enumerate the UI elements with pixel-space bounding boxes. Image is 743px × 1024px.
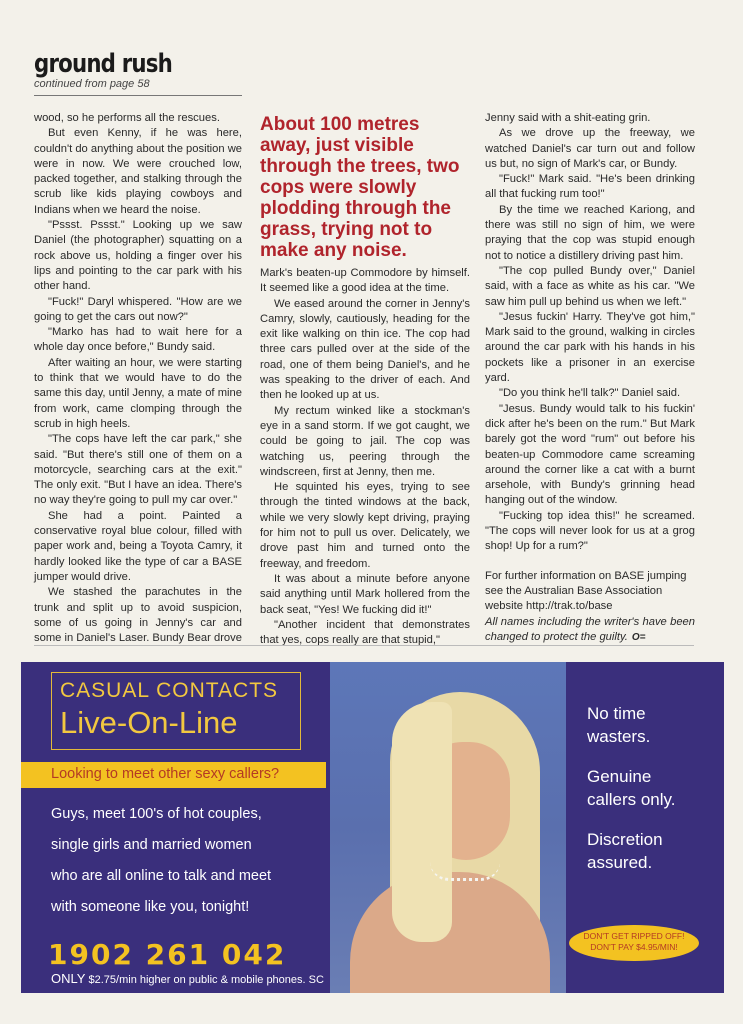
paragraph: Jenny said with a shit-eating grin. <box>485 112 651 124</box>
necklace-shape <box>430 862 500 881</box>
ad-price-detail: $2.75/min higher on public & mobile phones. SC <box>88 974 324 986</box>
paragraph: It was about a minute before anyone said anything until Mark hollered from the back seat, "Yes! We fucking did it!" <box>260 572 470 616</box>
paragraph: "The cop pulled Bundy over," Daniel said, with a face as white as his car. "We saw him pull up behind us when we left." <box>485 264 695 308</box>
ad-right-panel <box>587 702 697 891</box>
article-column-2 <box>260 266 470 648</box>
ad-badge-line: DON'T PAY $4.95/MIN! <box>590 942 678 952</box>
article-column-3 <box>485 111 695 645</box>
page-divider <box>34 645 694 646</box>
ad-photo <box>330 662 566 993</box>
header-divider <box>34 95 242 96</box>
pull-quote: About 100 metres away, just visible through the trees, two cops were slowly plodding through the grass, trying not to make any noise. <box>260 114 460 261</box>
paragraph: "Jesus. Bundy would talk to his fuckin' dick after he's been on the rum." But Mark barely got the word "rum" out before his beaten-up Commodore came screaming around the corner like a cat with a burnt arsehole, with Bundy's grinning head hanging out of the window. <box>485 402 695 507</box>
disclaimer-label: All names including the writer's have been changed to protect the guilty. <box>485 615 695 643</box>
ad-banner <box>21 762 326 788</box>
paragraph: "Fuck!" Mark said. "He's been drinking all that fucking rum too!" <box>485 173 695 201</box>
paragraph: "Fucking top idea this!" he screamed. "The cops will never look for us at a grog shop! Up for a rum?" <box>485 509 695 553</box>
disclaimer-text <box>485 615 695 646</box>
end-mark-icon: O= <box>631 631 646 643</box>
ad-banner-text: Looking to meet other sexy callers? <box>51 766 280 782</box>
paragraph: She had a point. Painted a conservative royal blue colour, filled with paper work and, being a Toyota Camry, it hardly looked like the type of car a BASE jumper would drive. <box>34 509 242 583</box>
ad-right-line: No time wasters. <box>587 704 651 746</box>
paragraph: As we drove up the freeway, we watched Daniel's car turn out and follow us but, no sign of Mark's car, or Bundy. <box>485 127 695 170</box>
section-header <box>34 50 202 90</box>
ad-body-line: single girls and married women <box>51 837 252 853</box>
paragraph: "Pssst. Pssst." Looking up we saw Daniel (the photographer) squatting on a rock above us, holding a finger over his lips and pointing to the car park with his other hand. <box>34 219 242 293</box>
ad-badge <box>569 925 699 961</box>
paragraph: He squinted his eyes, trying to see through the tinted windows at the back, while we very slowly kept driving, praying for him not to pull us over. Delicately, we drove past him and turned onto the freeway, and freedom. <box>260 481 470 570</box>
ad-right-line: Genuine callers only. <box>587 767 676 809</box>
section-title: ground rush <box>34 49 173 79</box>
ad-title-line1: CASUAL CONTACTS <box>60 679 279 702</box>
paragraph: "Marko has had to wait here for a whole day once before," Bundy said. <box>34 326 242 354</box>
paragraph: We stashed the parachutes in the trunk and split up to avoid suspicion, some of us going in Jenny's car and some in Daniel's Laser. Bundy Bear drove <box>34 586 242 645</box>
paragraph: Mark's beaten-up Commodore by himself. It seemed like a good idea at the time. <box>260 267 470 295</box>
ad-body-line: Guys, meet 100's of hot couples, <box>51 806 262 822</box>
ad-body-line: with someone like you, tonight! <box>51 899 250 915</box>
ad-body <box>51 799 331 923</box>
paragraph: But even Kenny, if he was here, couldn't do anything about the position we were in now. We were crouched low, packed together, and stalking through the scrub like kids playing cowboys and Indians when we heard the noise. <box>34 127 243 216</box>
paragraph: "Jesus fuckin' Harry. They've got him," Mark said to the ground, walking in circles around the car park with his hands in his pockets like a prisoner in an exercise yard. <box>485 310 695 385</box>
ad-phone-number: 1902 261 042 <box>48 938 287 971</box>
ad-title-box <box>51 672 301 750</box>
paragraph: After waiting an hour, we were starting to think that we would have to do the same this day, until Jenny, a mate of mine from work, came clomping through the scrub in high heels. <box>34 356 242 430</box>
hair-front-shape <box>392 702 452 942</box>
paragraph: wood, so he performs all the rescues. <box>34 112 220 124</box>
ad-title-line2: Live-On-Line <box>60 705 238 740</box>
paragraph: "Fuck!" Daryl whispered. "How are we going to get the cars out now?" <box>34 295 242 323</box>
ad-price-lead: ONLY <box>51 971 86 986</box>
ad-badge-line: DON'T GET RIPPED OFF! <box>583 931 685 941</box>
ad-right-line: Discretion assured. <box>587 830 663 872</box>
ad-price <box>51 971 324 986</box>
paragraph: By the time we reached Kariong, and there was still no sign of him, we were praying that the cop was stupid enough not to notice a distillery driving past him. <box>485 203 695 262</box>
info-text: For further information on BASE jumping see the Australian Base Association website http://trak.to/base <box>485 569 687 613</box>
paragraph: "Another incident that demonstrates that yes, cops really are that stupid," <box>260 618 470 647</box>
paragraph: "The cops have left the car park," she said. "But there's still one of them on a motorcycle, searching cars at the exit." The only exit. "But I have an idea. There's no way they're going to pull my car over." <box>34 433 242 507</box>
continued-note: continued from page 58 <box>34 78 150 90</box>
paragraph: "Do you think he'll talk?" Daniel said. <box>499 387 681 400</box>
paragraph: My rectum winked like a stockman's eye in a sand storm. If we got caught, we could be going to jail. The cop was watching us, peering through the windscreen, first at Jenny, then me. <box>260 404 470 478</box>
ad-body-line: who are all online to talk and meet <box>51 868 272 884</box>
paragraph: We eased around the corner in Jenny's Camry, slowly, cautiously, heading for the exit like walking on thin ice. The cop had three cars pulled over at the side of the road, one of them being Daniel's, and he was speaking to the driver of each. And then he looked up at us. <box>260 297 470 402</box>
advertisement <box>21 662 724 993</box>
article-column-1 <box>34 111 242 646</box>
